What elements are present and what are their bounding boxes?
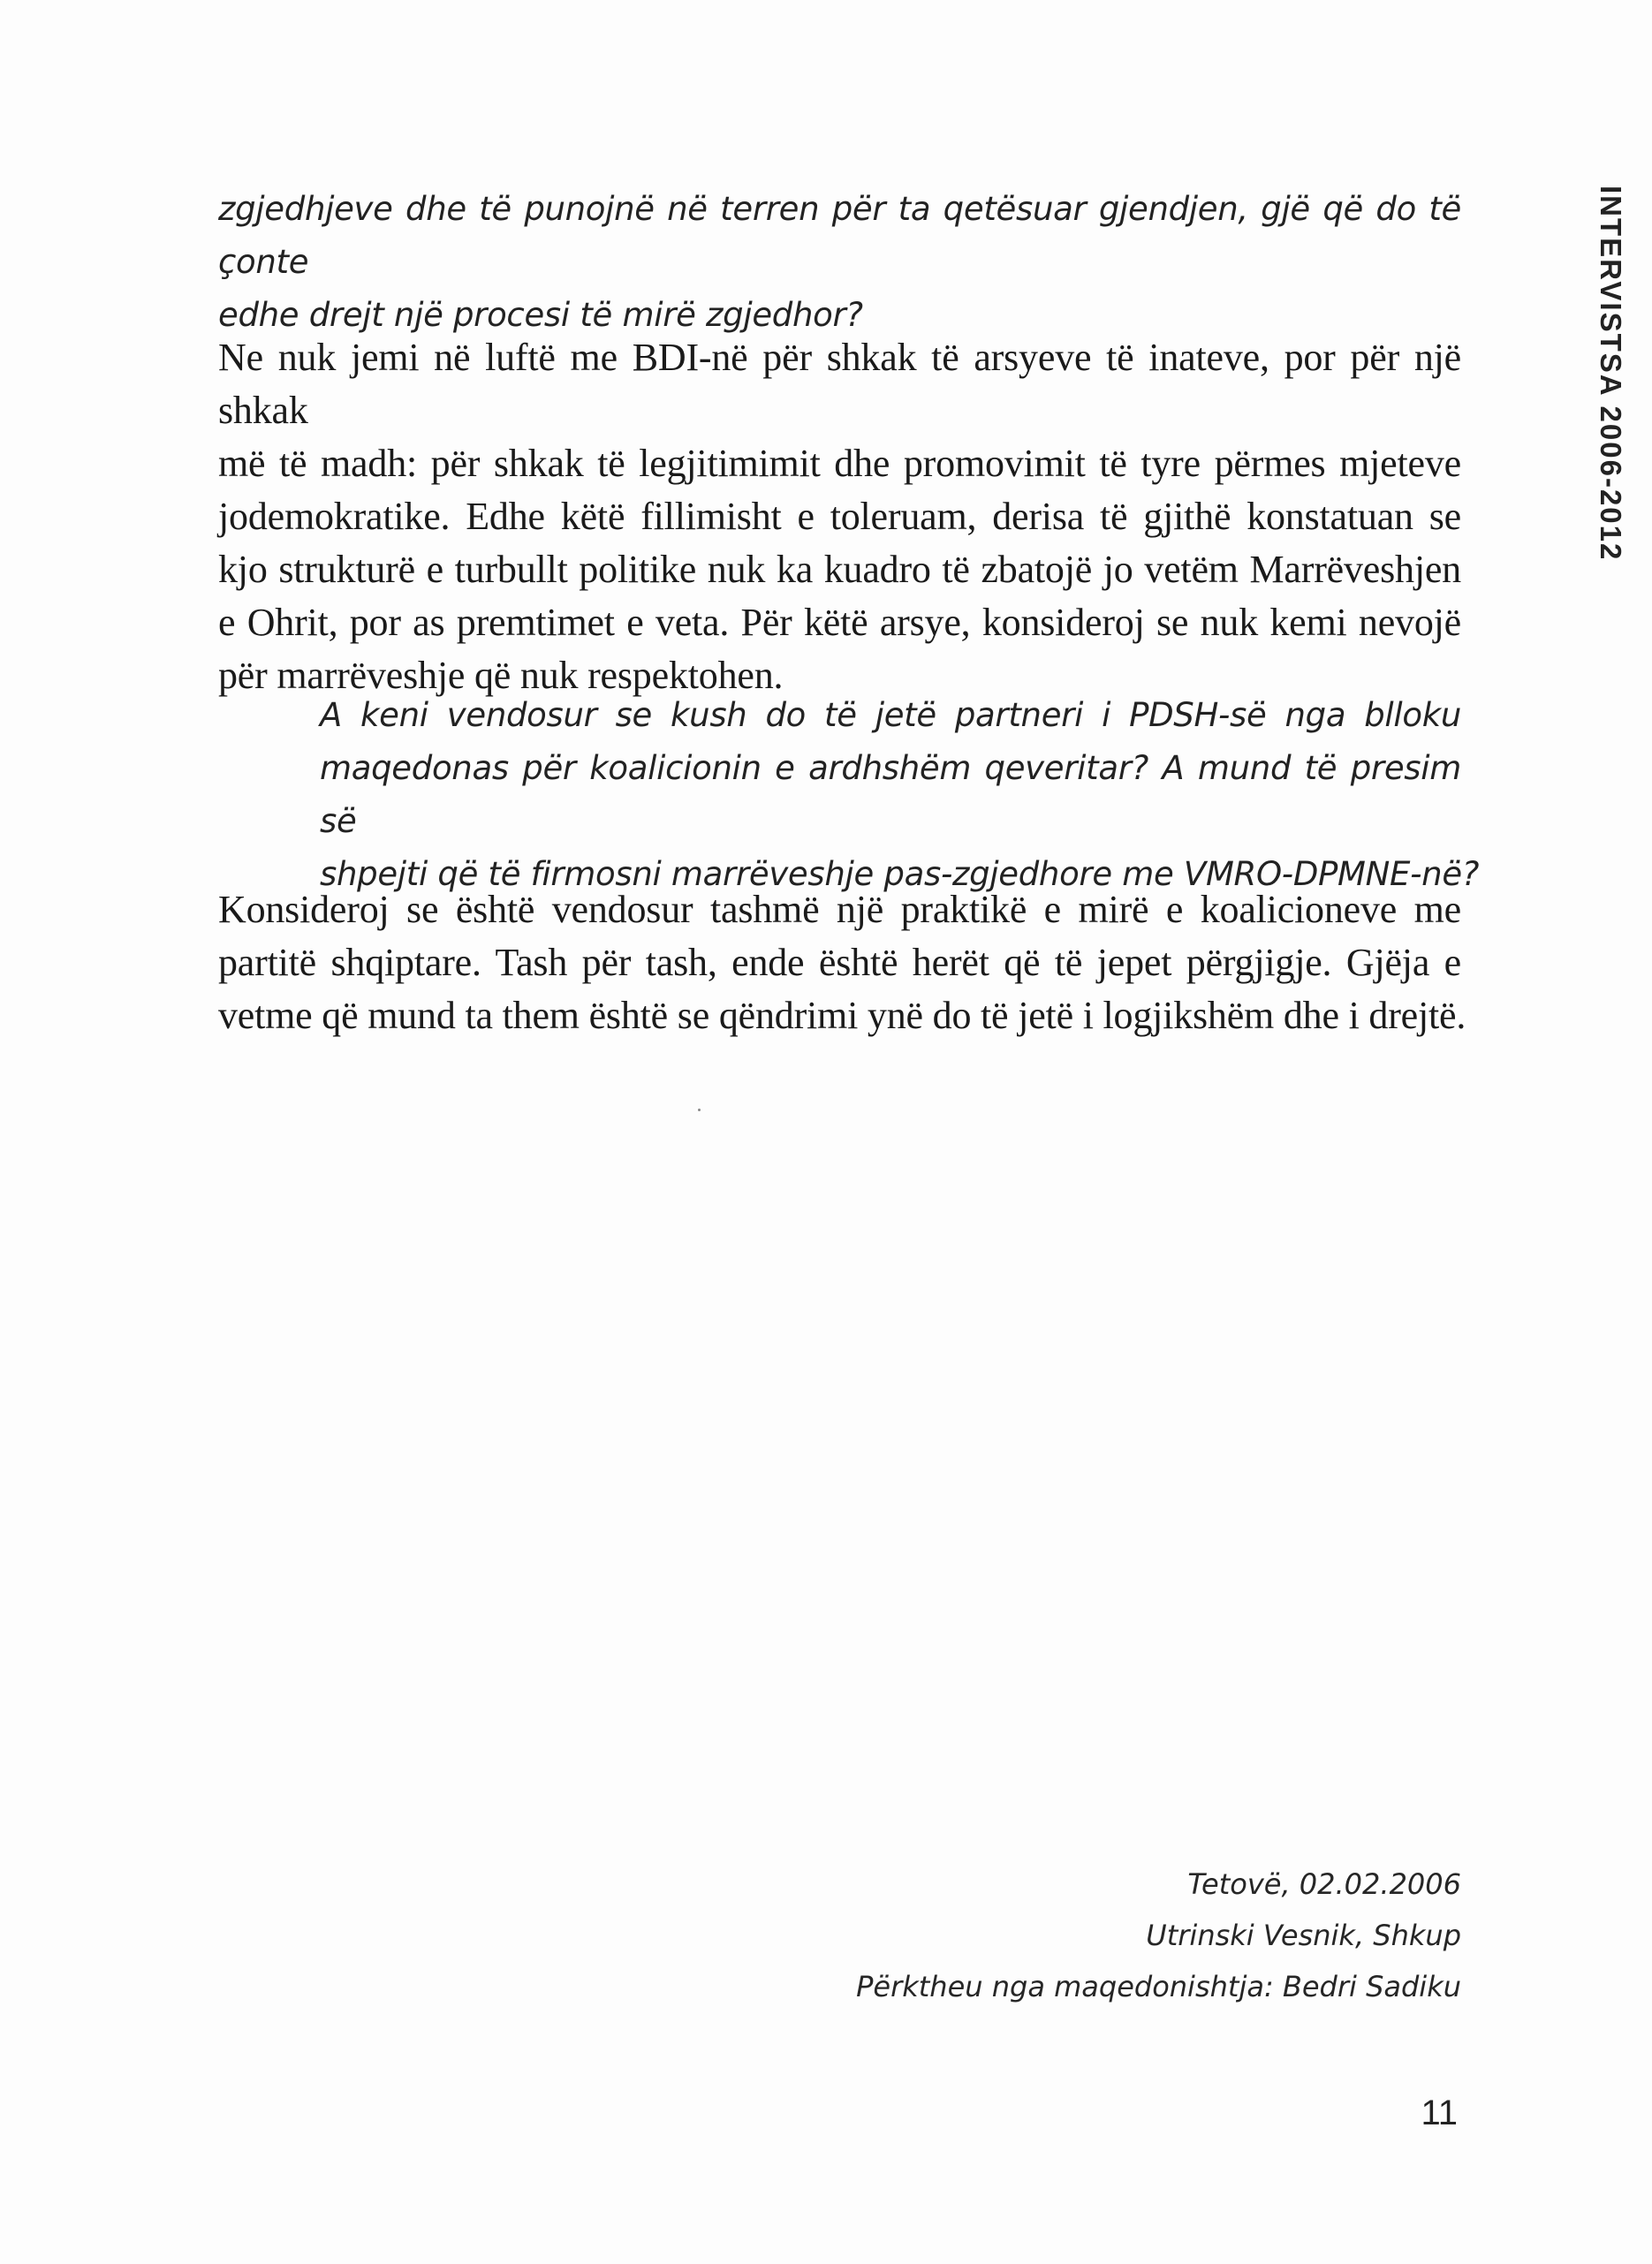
text-line: zgjedhjeve dhe të punojnë në terren për ta qetësuar gjendjen, gjë që do të çonte (218, 190, 1461, 281)
answer-paragraph-1 (218, 331, 1461, 702)
text-line: maqedonas për koalicionin e ardhshëm qeveritar? A mund të presim së (320, 749, 1461, 840)
text-line: Ne nuk jemi në luftë me BDI-në për shkak të arsyeve të inateve, por për një shkak (218, 336, 1461, 432)
signature-source: Utrinski Vesnik, Shkup (1146, 1919, 1461, 1952)
text-line: më të madh: për shkak të legjitimimit dhe promovimit të tyre përmes mjeteve (218, 442, 1461, 485)
text-line: Konsideroj se është vendosur tashmë një praktikë e mirë e koalicioneve me (218, 888, 1461, 931)
text-line: vetme që mund ta them është se qëndrimi ynë do të jetë i logjikshëm dhe i drejtë. (218, 994, 1466, 1037)
answer-paragraph-2 (218, 883, 1466, 1042)
signature-place-date: Tetovë, 02.02.2006 (1187, 1867, 1461, 1901)
page-number: 11 (1421, 2094, 1458, 2132)
text-line: partitë shqiptare. Tash për tash, ende është herët që të jepet përgjigje. Gjëja e (218, 941, 1461, 984)
text-line: A keni vendosur se kush do të jetë partneri i PDSH-së nga blloku (320, 696, 1461, 734)
text-line: kjo strukturë e turbullt politike nuk ka kuadro të zbatojë jo vetëm Marrëveshjen (218, 548, 1461, 591)
running-title: INTERVISTSA 2006-2012 (1595, 186, 1627, 562)
scan-speck (698, 1109, 701, 1111)
text-line: jodemokratike. Edhe këtë fillimisht e toleruam, derisa të gjithë konstatuan se (218, 495, 1461, 538)
signature-translator: Përktheu nga maqedonishtja: Bedri Sadiku (856, 1970, 1461, 2003)
text-line: e Ohrit, por as premtimet e veta. Për këtë arsye, konsideroj se nuk kemi nevojë (218, 601, 1461, 644)
question-2 (320, 689, 1480, 901)
text-line: shpejti që të firmosni marrëveshje pas-zgjedhore me VMRO-DPMNE-në? (320, 855, 1480, 893)
question-continuation (218, 183, 1461, 342)
text-line: edhe drejt një procesi të mirë zgjedhor? (218, 296, 863, 334)
text-line: për marrëveshje që nuk respektohen. (218, 654, 784, 697)
